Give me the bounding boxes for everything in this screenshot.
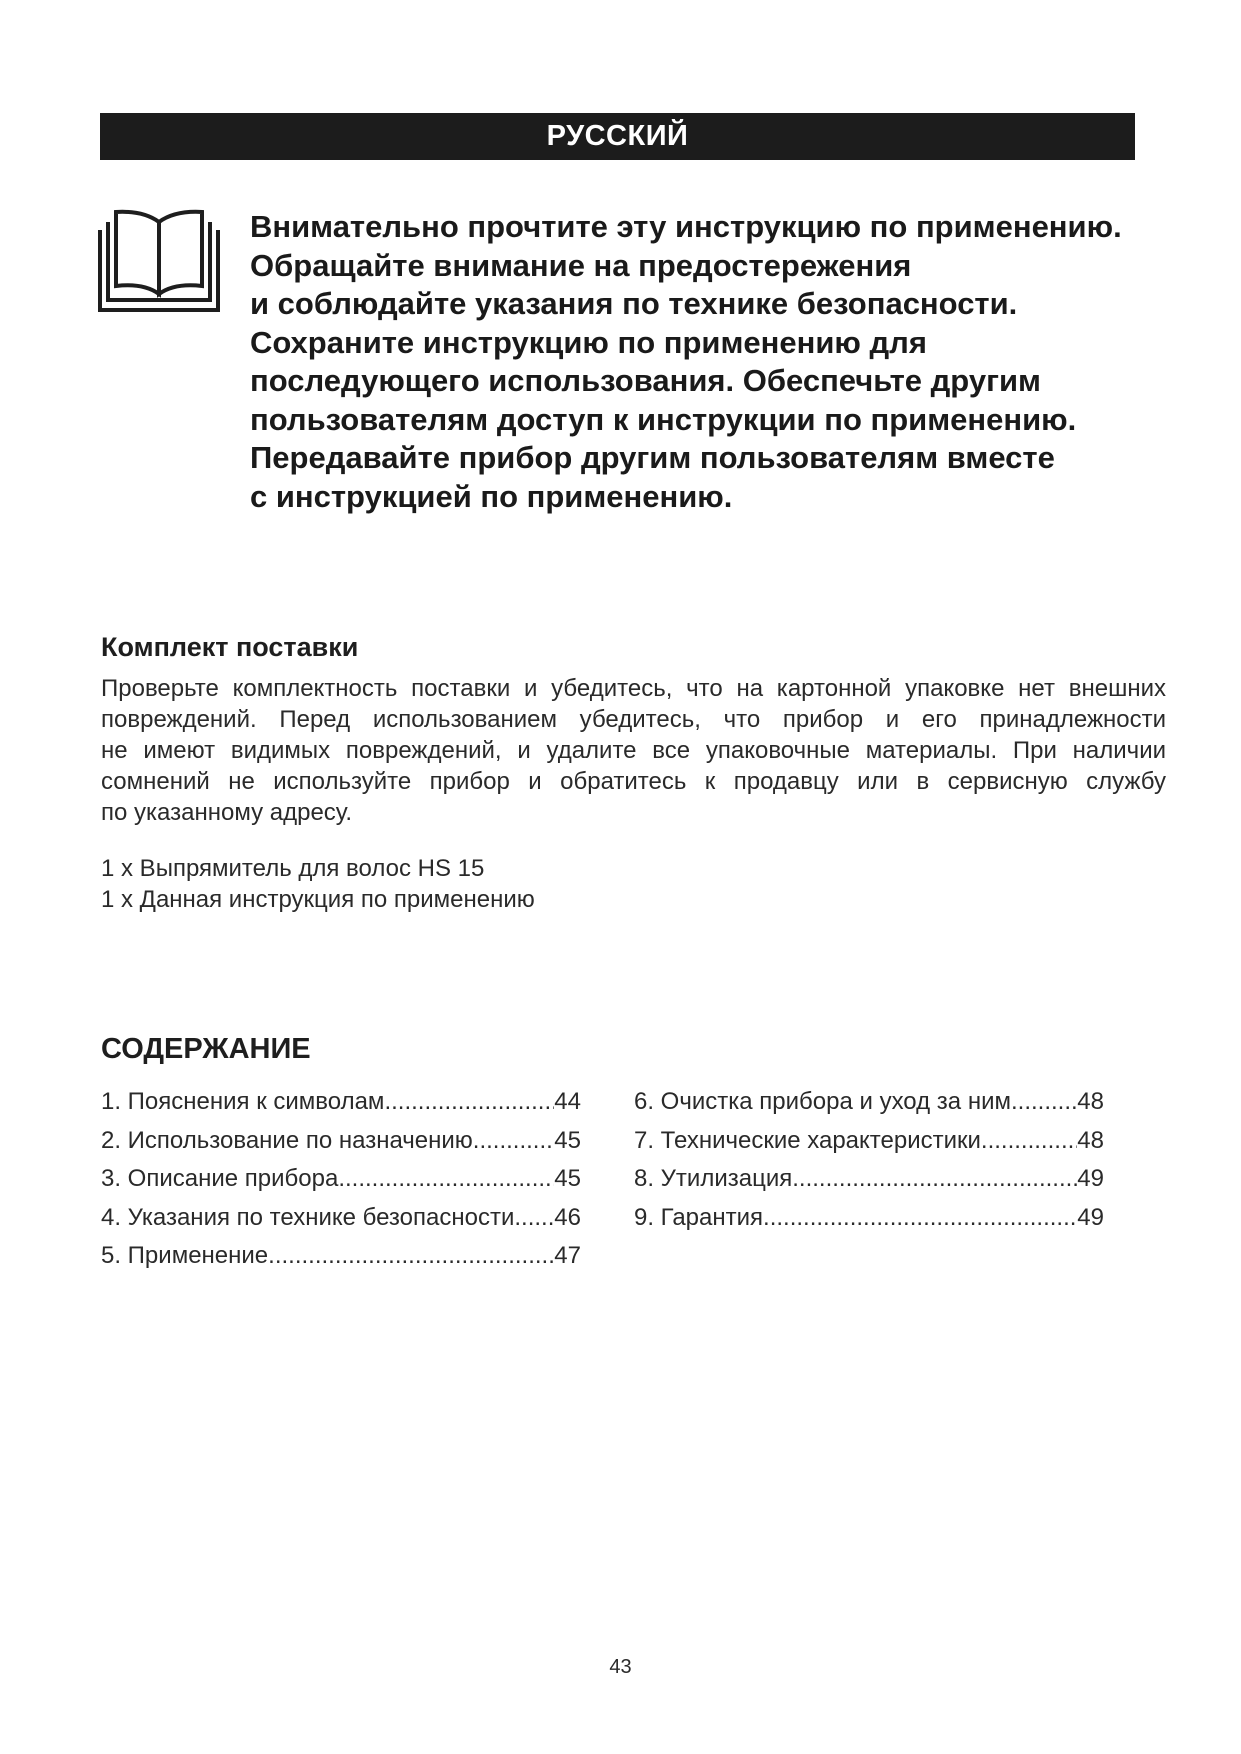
toc-entry-page: 45 <box>554 1165 581 1192</box>
toc-leader-dots <box>268 1237 554 1276</box>
toc-entry-page: 49 <box>1077 1203 1104 1231</box>
toc-leader-dots <box>763 1199 1077 1238</box>
warning-line: последующего использования. Обеспечьте другим <box>250 363 1041 398</box>
toc-leader-dots <box>981 1122 1077 1161</box>
toc-entry-label: 2. Использование по назначению <box>101 1126 473 1154</box>
toc-entry[interactable] <box>634 1199 1104 1238</box>
toc-leader-dots <box>384 1083 554 1122</box>
toc-entry-page: 48 <box>1077 1126 1104 1154</box>
toc-entry-label: 7. Технические характеристики <box>634 1126 981 1154</box>
toc-leader-dots <box>473 1122 555 1161</box>
toc-entry-label: 8. Утилизация <box>634 1165 793 1192</box>
warning-line: и соблюдайте указания по технике безопасности. <box>250 286 1018 321</box>
toc-heading: СОДЕРЖАНИЕ <box>101 1033 311 1065</box>
warning-line: пользователям доступ к инструкции по применению. <box>250 401 1077 437</box>
page-number: 43 <box>609 1656 632 1678</box>
toc-entry[interactable] <box>101 1083 581 1122</box>
toc-entry[interactable] <box>101 1237 581 1276</box>
toc-entry-label: 9. Гарантия <box>634 1203 764 1231</box>
toc-entry[interactable] <box>101 1199 581 1238</box>
toc-entry[interactable] <box>101 1122 581 1161</box>
paragraph-line: Проверьте комплектность поставки и убедитесь, что на картонной упаковке нет внешних <box>101 675 1166 702</box>
warning-line: Внимательно прочтите эту инструкцию по применению. <box>250 209 1122 244</box>
toc-right-column <box>634 1083 1104 1237</box>
warning-line: Сохраните инструкцию по применению для <box>250 324 927 360</box>
paragraph-line: сомнений не используйте прибор и обратитесь к продавцу или в сервисную службу <box>101 768 1166 795</box>
toc-entry[interactable] <box>634 1160 1104 1199</box>
toc-entry-label: 4. Указания по технике безопасности <box>101 1203 515 1231</box>
toc-entry[interactable] <box>634 1122 1104 1161</box>
toc-entry-page: 44 <box>554 1088 581 1115</box>
book-icon <box>98 208 220 314</box>
toc-leader-dots <box>514 1199 554 1238</box>
toc-entry-label: 3. Описание прибора <box>101 1165 339 1192</box>
warning-line: Обращайте внимание на предостережения <box>250 247 912 283</box>
toc-left-column <box>101 1083 581 1276</box>
paragraph-line: повреждений. Перед использованием убедитесь, что прибор и его принадлежности <box>101 706 1166 733</box>
warning-line: Передавайте прибор другим пользователям вместе <box>250 440 1055 475</box>
delivery-items-list <box>101 853 535 915</box>
toc-entry-page: 47 <box>554 1242 581 1269</box>
toc-leader-dots <box>338 1160 554 1199</box>
list-item: 1 x Данная инструкция по применению <box>101 886 535 913</box>
language-banner: РУССКИЙ <box>100 113 1135 160</box>
toc-entry-label: 6. Очистка прибора и уход за ним <box>634 1088 1011 1115</box>
toc-entry-page: 49 <box>1077 1165 1104 1192</box>
delivery-heading: Комплект поставки <box>101 632 359 662</box>
warning-line: с инструкцией по применению. <box>250 478 733 514</box>
warning-text <box>250 208 1150 516</box>
delivery-paragraph <box>101 673 1166 828</box>
list-item: 1 x Выпрямитель для волос HS 15 <box>101 855 485 882</box>
toc-entry-label: 5. Применение <box>101 1242 269 1269</box>
toc-entry-page: 45 <box>554 1126 581 1154</box>
toc-entry-page: 46 <box>554 1203 581 1231</box>
paragraph-line: по указанному адресу. <box>101 799 353 826</box>
toc-entry[interactable] <box>101 1160 581 1199</box>
toc-entry[interactable] <box>634 1083 1104 1122</box>
toc-entry-label: 1. Пояснения к символам <box>101 1088 385 1115</box>
toc-leader-dots <box>792 1160 1077 1199</box>
toc-leader-dots <box>1011 1083 1077 1122</box>
toc-entry-page: 48 <box>1077 1088 1104 1115</box>
paragraph-line: не имеют видимых повреждений, и удалите все упаковочные материалы. При наличии <box>101 737 1166 764</box>
